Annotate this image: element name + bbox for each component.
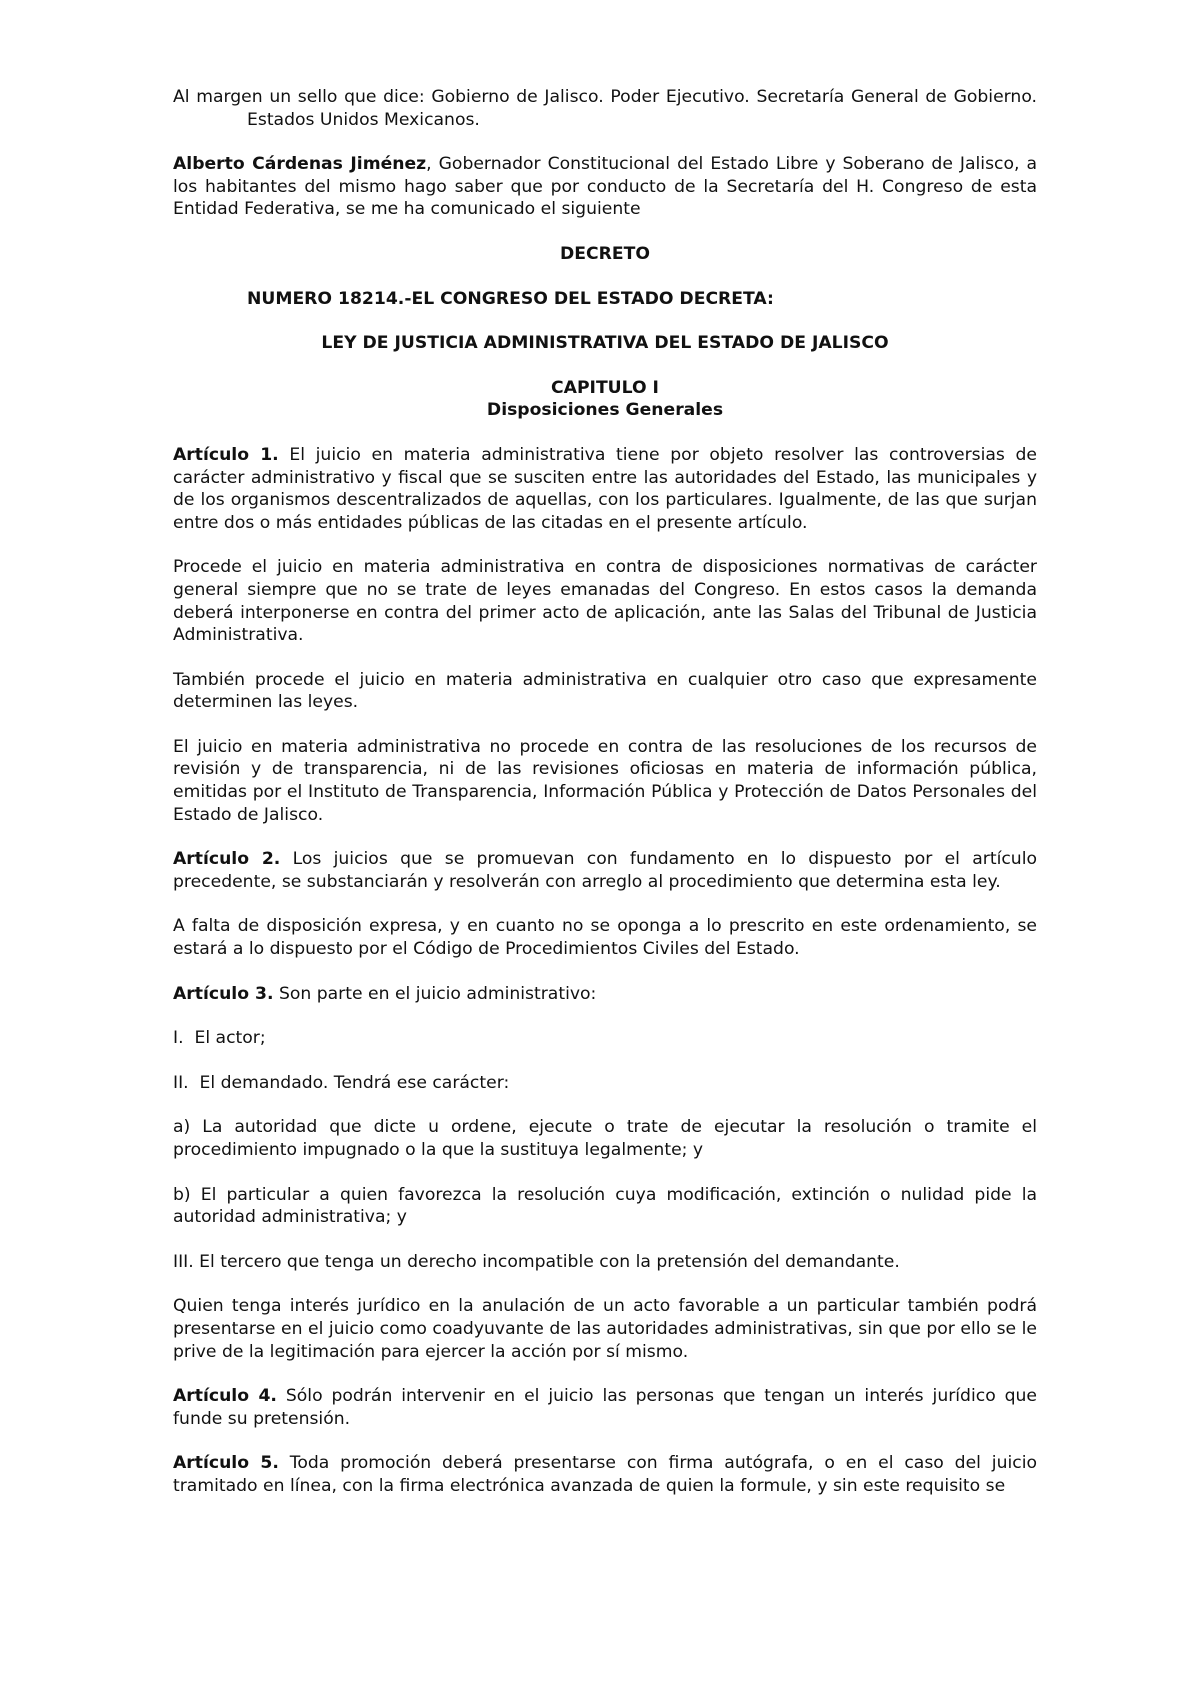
chapter-number: CAPITULO I: [551, 377, 659, 398]
law-title: LEY DE JUSTICIA ADMINISTRATIVA DEL ESTADO DE JALISCO: [321, 333, 889, 354]
article-2-paragraph-1: [173, 848, 1037, 893]
governor-name: Alberto Cárdenas Jiménez: [173, 154, 427, 175]
article-5-paragraph-1: [173, 1452, 1037, 1497]
article-4-label: Artículo 4.: [173, 1386, 277, 1407]
chapter-heading: [173, 377, 1037, 422]
article-3-paragraph-2: Quien tenga interés jurídico en la anulación de un acto favorable a un particular también podrá presentarse en el juicio como coadyuvante de las autoridades administrativas, sin que por ello se le prive de la legitimación para ejercer la acción por sí mismo.: [173, 1296, 1037, 1362]
decree-number: NUMERO 18214.-EL CONGRESO DEL ESTADO DECRETA:: [247, 288, 774, 309]
document-page: [173, 86, 1037, 1520]
article-2-label: Artículo 2.: [173, 849, 281, 870]
article-3-item-i: I. El actor;: [173, 1028, 266, 1049]
article-3-text: Son parte en el juicio administrativo:: [273, 983, 597, 1004]
article-3-paragraph-1: [173, 983, 1037, 1006]
article-5-text: Toda promoción deberá presentarse con firma autógrafa, o en el caso del juicio tramitado en línea, con la firma electrónica avanzada de quien la formule, y sin este requisito se: [173, 1453, 1037, 1496]
stamp-note: Al margen un sello que dice: Gobierno de Jalisco. Poder Ejecutivo. Secretaría General de Gobierno. Estados Unidos Mexicanos.: [173, 87, 1037, 130]
article-3-item-ii: II. El demandado. Tendrá ese carácter:: [173, 1072, 510, 1093]
article-3-item-b: b) El particular a quien favorezca la resolución cuya modificación, extinción o nulidad pide la autoridad administrativa; y: [173, 1184, 1037, 1228]
article-2-paragraph-2: A falta de disposición expresa, y en cuanto no se oponga a lo prescrito en este ordenamiento, se estará a lo dispuesto por el Código de Procedimientos Civiles del Estado.: [173, 916, 1037, 960]
article-1-paragraph-1: [173, 444, 1037, 534]
article-4-paragraph-1: [173, 1385, 1037, 1430]
article-4-text: Sólo podrán intervenir en el juicio las personas que tengan un interés jurídico que funde su pretensión.: [173, 1386, 1038, 1429]
article-3-label: Artículo 3.: [173, 983, 274, 1004]
chapter-title: Disposiciones Generales: [486, 400, 724, 421]
article-5-label: Artículo 5.: [173, 1453, 279, 1474]
article-1-paragraph-4: El juicio en materia administrativa no procede en contra de las resoluciones de los recursos de revisión y de transparencia, ni de las revisiones oficiosas en materia de información pública, emitidas por el Instituto de Transparencia, Información Pública y Protección de Datos Personales del Estado de Jalisco.: [173, 736, 1037, 825]
intro-text: , Gobernador Constitucional del Estado Libre y Soberano de Jalisco, a los habitantes del mismo hago saber que por conducto de la Secretaría del H. Congreso de esta Entidad Federativa, se me ha comunicado el siguiente: [173, 154, 1037, 220]
article-2-text: Los juicios que se promuevan con fundamento en lo dispuesto por el artículo precedente, se substanciarán y resolverán con arreglo al procedimiento que determina esta ley.: [173, 849, 1037, 892]
article-1-text: El juicio en materia administrativa tiene por objeto resolver las controversias de carácter administrativo y fiscal que se susciten entre las autoridades del Estado, las municipales y de los organismos descentralizados de aquellas, con los particulares. Igualmente, de las que surjan entre dos o más entidades públicas de las citadas en el presente artículo.: [173, 444, 1037, 533]
intro-paragraph: [173, 153, 1037, 221]
decree-heading: DECRETO: [560, 243, 650, 264]
article-3-item-a: a) La autoridad que dicte u ordene, ejecute o trate de ejecutar la resolución o tramite el procedimiento impugnado o la que la sustituya legalmente; y: [173, 1117, 1037, 1160]
article-3-item-iii: III. El tercero que tenga un derecho incompatible con la pretensión del demandante.: [173, 1251, 900, 1272]
article-1-paragraph-3: También procede el juicio en materia administrativa en cualquier otro caso que expresamente determinen las leyes.: [173, 669, 1037, 713]
article-1-paragraph-2: Procede el juicio en materia administrativa en contra de disposiciones normativas de carácter general siempre que no se trate de leyes emanadas del Congreso. En estos casos la demanda deberá interponerse en contra del primer acto de aplicación, ante las Salas del Tribunal de Justicia Administrativa.: [173, 557, 1037, 646]
article-1-label: Artículo 1.: [173, 444, 279, 465]
